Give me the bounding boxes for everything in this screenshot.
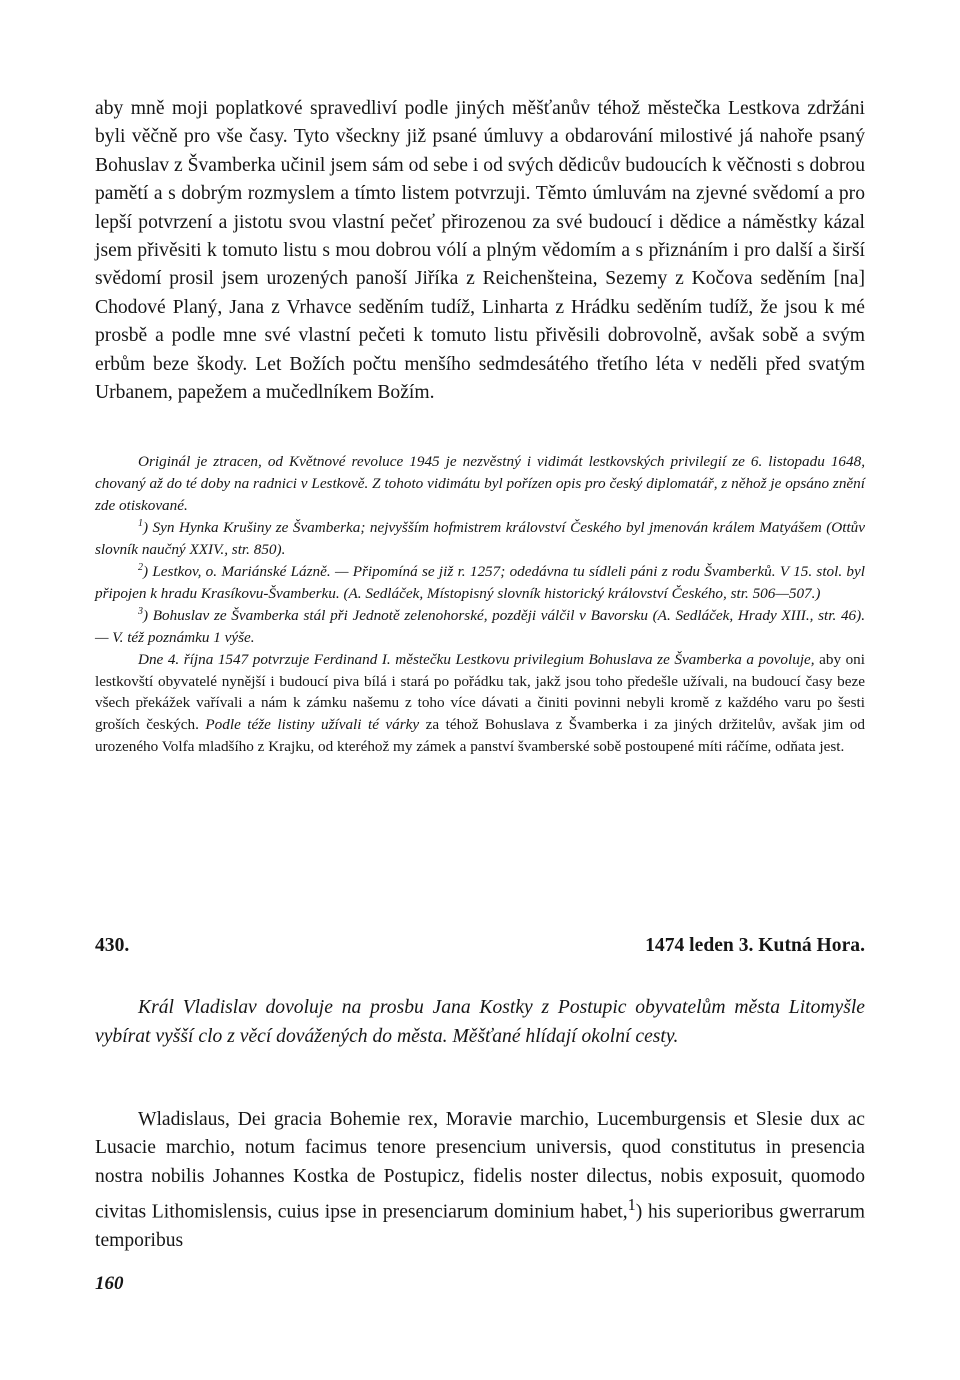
footnote-1-text: ) Syn Hynka Krušiny ze Švamberka; nejvyšším hofmistrem království Českého byl jmenován králem Matyášem (Ottův slovník naučný XXIV., str. 850).: [95, 519, 865, 559]
footnote-2-marker: 2: [138, 561, 143, 573]
latin-text: [95, 1106, 865, 1256]
document-heading: [95, 935, 865, 957]
latin-text-part-2: ) his superioribus gwerrarum temporibus: [95, 1201, 865, 1252]
addendum-roman-2: za téhož Bohuslava z Švamberka i za jiných držitelův, avšak jim od urozeného Volfa mladšího z Krajku, od kteréhož my zámek a panství švamberské sobě postoupené míti ráčíme, odňata jest.: [95, 716, 865, 756]
addendum-italic-2: Podle téže listiny užívali té várky: [205, 716, 420, 734]
latin-footnote-marker: 1: [627, 1195, 636, 1215]
footnote-3-text: ) Bohuslav ze Švamberka stál při Jednotě zelenohorské, později válčil v Bavorsku (A. Sedláček, Hrady XIII., str. 46). — V. též poznámku 1 výše.: [95, 606, 865, 646]
document-regest: Král Vladislav dovoluje na prosbu Jana Kostky z Postupic obyvatelům města Litomyšle vybírat vyšší clo z věcí dovážených do města. Měšťané hlídají okolní cesty.: [95, 997, 865, 1047]
note-addendum: [95, 649, 865, 759]
footnote-3-marker: 3: [138, 605, 143, 617]
footnote-2-text: ) Lestkov, o. Mariánské Lázně. — Připomíná se již r. 1257; odedávna tu sídleli páni z rodu Švamberků. V 15. stol. byl připojen k hradu Krasíkovu-Švamberku. (A. Sedláček, Místopisný slovník historický království Českého, str. 506—507.): [95, 563, 865, 602]
page-number: 160: [95, 1273, 124, 1294]
editorial-notes: [95, 451, 865, 758]
note-intro: Originál je ztracen, od Květnové revoluce 1945 je nezvěstný i vidimát lestkovských privilegií ze 6. listopadu 1648, chovaný až do té doby na radnici v Lestkově. Z tohoto vidimátu byl pořízen opis pro český diplomatář, z něhož je opsáno znění zde otiskované.: [95, 453, 865, 515]
addendum-italic-1: Dne 4. října 1547 potvrzuje Ferdinand I. městečku Lestkovu privilegium Bohuslava ze Švamberka a povoluje,: [138, 650, 815, 668]
body-paragraph: aby mně moji poplatkové spravedliví podle jiných měšťanův téhož městečka Lestkova zdržáni byli věčně pro vše časy. Tyto všeckny již psané úmluvy a obdarování milostivé já nahoře psaný Bohuslav z Švamberka učinil jsem sám od sebe i od svých dědicův budoucích k věčnosti s dobrou pamětí a s dobrým rozmyslem a tímto listem potvrzuji. Těmto úmluvám na zjevné svědomí a pro lepší potvrzení a jistotu svou vlastní pečeť přirozenou za své budoucí i dědice a náměstky kázal jsem přivěsiti k tomuto listu s mou dobrou vólí a plným vědomím a s přiznáním i pro další a širší svědomí prosil jsem urozených panoší Jiříka z Reichenšteina, Sezemy z Kočova seděním [na] Chodové Planý, Jana z Vrhavce seděním tudíž, Linharta z Hrádku seděním tudíž, že jsou k mé prosbě a podle mne své vlastní pečeti k tomuto listu přivěsili dobrovolně, avšak sobě a svým erbům beze škody. Let Božích počtu menšího sedmdesátého třetího léta v neděli před svatým Urbanem, papežem a mučedlníkem Božím.: [95, 98, 865, 404]
latin-text-part-1: Wladislaus, Dei gracia Bohemie rex, Moravie marchio, Lucemburgensis et Slesie dux ac Lusacie marchio, notum facimus tenore presencium universis, quod constitutus in presencia nostra nobilis Johannes Kostka de Postupicz, fidelis noster dilectus, nobis exposuit, quomodo civitas Lithomislensis, cuius ipse in presenciarum dominium habet,: [95, 1109, 865, 1223]
document-number: 430.: [95, 935, 130, 956]
footnote-1-marker: 1: [138, 518, 143, 530]
document-page: [95, 95, 865, 758]
footnote-3: [95, 605, 865, 649]
document-date-place: 1474 leden 3. Kutná Hora.: [645, 935, 865, 956]
addendum-roman-1: aby oni lestkovští obyvatelé nynější i budoucí piva bílá i stará po pořádku tak, jakž jsou toho předešle užívali, na budoucí časy beze všech překážek vařívali a nám k zámku našemu z toho více dávati a činiti povinni nebyli kromě z každého varu po šesti groších českých.: [95, 650, 865, 734]
footnote-1: [95, 517, 865, 561]
footnote-2: [95, 561, 865, 605]
